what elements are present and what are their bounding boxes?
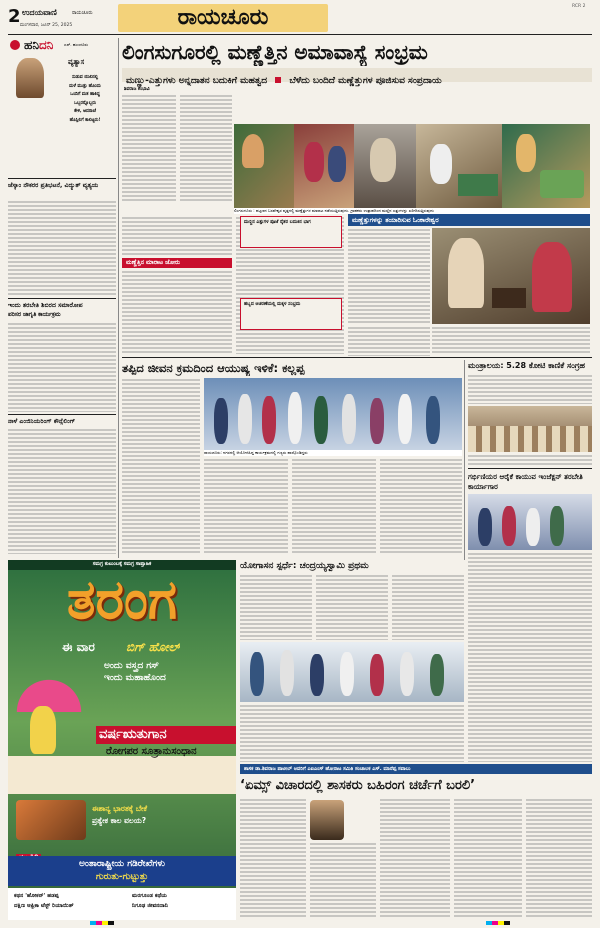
color-bar (486, 921, 510, 925)
masthead-right-blank (330, 8, 566, 30)
hanidani-author: ಎಸ್. ಹುಂಚೂರು (64, 42, 89, 47)
story-camp-sub: ಪರಿಸರ ಜಾಗೃತಿ ಕಾರ್ಯಕ್ರಮ (8, 312, 61, 318)
ad-strip: ಈ ವಾರ (62, 640, 95, 654)
ad-title: ತರಂಗ (66, 568, 178, 631)
life-photo-caption: ರಾಯಚೂರು: ನಗರದಲ್ಲಿ ಆಯೋಜಿಸಿದ್ದ ಕಾರ್ಯಕ್ರಮದಲ್ಲಿ ಗಣ್ಯರು ಪಾಲ್ಗೊಂಡಿದ್ದರು (204, 450, 462, 456)
yoga-headline: ಯೋಗಾಸನ ಸ್ಪರ್ಧೆ: ಚಂದ್ರಯ್ಯಸ್ವಾಮಿ ಪ್ರಥಮ (240, 561, 369, 571)
ad-foot-left-a: ಕಥನ 'ಹೋಕನ್' ಹಡಪ್ಪ (14, 893, 59, 899)
ad-tagline: ಸಮಗ್ರ ಕುಟುಂಬಕ್ಕೆ ಸಮಗ್ರ ಸಾಪ್ತಾಹಿಕ (92, 561, 152, 567)
paper-name: ಉದಯವಾಣಿ (22, 8, 57, 17)
side-story-photo (432, 228, 590, 324)
story-jescom-title: ಜೆಸ್ಕಾಂ ನೌಕರರ ಪ್ರತಿಭಟನೆ, ವಿದ್ಯುತ್ ವ್ಯತ್ಯಯ (8, 182, 99, 189)
mantralaya-headline: ಮಂತ್ರಾಲಯ: 5.28 ಕೋಟಿ ಕಾಣಿಕೆ ಸಂಗ್ರಹ (468, 361, 585, 370)
story-camp-body (8, 322, 116, 412)
bottom-kicker-bar (240, 764, 592, 774)
page-number: 2 (8, 6, 21, 27)
bottom-portrait (310, 800, 344, 840)
lead-photo-caption: ಲಿಂಗಸುಗೂರು : ಪಟ್ಟಣದ ಬಸವೇಶ್ವರ ವೃತ್ತದಲ್ಲಿ ಮಣ್ಣೆತ್ತುಗಳ ಮಾರಾಟ ನಡೆಯುತ್ತಿರುವುದು. ಗ್ರಾಹಕರು ಉತ್ಸಾಹದಿಂದ ಮಣ್ಣಿನ ಎತ್ತುಗಳನ್ನು ಖರೀದಿಸುತ್ತಿರುವುದು (234, 208, 590, 214)
lead-box-title: ಮಣ್ಣೆತ್ತಿನ ಮಾರಾಟ ಜೋರು (126, 259, 181, 266)
story-jescom-body (8, 200, 116, 296)
ad-bottom-a: ಅಂತಾರಾಷ್ಟ್ರೀಯ ಗಡಿರೇಖೆಗಳು (79, 859, 165, 869)
story-counselling-body (8, 428, 116, 554)
training-photo (468, 494, 592, 550)
pull-quote-2: ಹಬ್ಬದ ಆಚರಣೆಯಲ್ಲಿ ಮಕ್ಕಳ ಸಂಭ್ರಮ (240, 298, 342, 330)
lead-photo-row (234, 124, 590, 208)
story-camp-title: ಇಂದು ತರಬೇತಿ ಶಿಬಿರದ ಸಮಾರೋಪ (8, 302, 83, 309)
life-headline: ತಪ್ಪಿದ ಜೀವನ ಕ್ರಮದಿಂದ ಆಯುಷ್ಯ ಇಳಿಕೆ: ಕಲ್ಲಪ್ಪ (122, 361, 305, 375)
girl-figure (30, 706, 56, 754)
poem-body: ಸುಡುವ ಬಿಸಿಲಿನಲ್ಲಿ ಮಳೆ ಮುತ್ತು ಹೊಂದು ಒಂದಿಗೆ ಮತ ಹಾಕಿದ್ದ ಒಬ್ಬರನ್ನೊಬ್ಬರು ಕೇಳಿ, ಅದರಾಚೆ ಹೊಸ್ತಿಲಿಗೆ ಕಾಲಿಟ್ಟರು! (69, 75, 101, 123)
lead-box-bar (122, 258, 232, 268)
section-title: ರಾಯಚೂರು (177, 5, 269, 30)
drop-icon (10, 40, 20, 50)
taranga-ad[interactable] (8, 560, 236, 920)
section-banner (118, 4, 328, 32)
umbrella-icon (14, 672, 84, 712)
yoga-photo (240, 642, 464, 702)
mantralaya-photo (468, 406, 592, 452)
pull-quote-1: ಮಣ್ಣಿನ ಎತ್ತುಗಳ ಪೂಜೆ ರೈತರ ಬದುಕಿನ ಭಾಗ (240, 216, 342, 248)
side-story-title: ಮಣ್ಣೆತ್ತುಗಳನ್ನು ತಯಾರಿಸುವ ಓಂಕಾರೇಶ್ವರ (352, 216, 439, 224)
lead-subhead: ಮಣ್ಣು-ಎತ್ತುಗಳು ಅನ್ನದಾತನ ಬದುಕಿಗೆ ಮಹತ್ವದ ಬೆಳೆದು ಬಂದಿದೆ ಮಣ್ಣೆತ್ತುಗಳ ಪೂಜಿಸುವ ಸಂಪ್ರದಾಯ (122, 68, 592, 82)
story-counselling-title: ನಾಳೆ ಎಂಜಿನಿಯರಿಂಗ್ ಕೌನ್ಸೆಲಿಂಗ್ (8, 418, 76, 425)
bottom-headline: ‘ಏಮ್ಸ್ ವಿಚಾರದಲ್ಲಿ ಶಾಸಕರು ಬಹಿರಂಗ ಚರ್ಚೆಗೆ ಬರಲಿ’ (240, 778, 476, 793)
ad-foot-left-b: ದಕ್ಷಿಣ ಆಫ್ರಿಕಾ ಟೆಸ್ಟ್ ರಿಯಾಯಿತ್ (14, 903, 74, 909)
lead-col2 (180, 94, 232, 202)
side-story-bar (348, 214, 590, 226)
ad-bottom-b: ಗುರುತು-ಗುಟ್ಟುತ್ತು (95, 872, 149, 882)
ad-foot-right-b: ನಿಗೂಢ ಜೀವನದಾನಿ (132, 903, 168, 909)
bottom-kicker: ಶಾಸಕ ಡಾ.ಶಿವರಾಜ ಪಾಟೀಲ್ ಅವರಿಗೆ ಎಐಎಂಸ್ ಹೋರಾಟ ಸಮಿತಿ ಸಂಚಾಲಕ ಎಸ್. ಮಾರೆಪ್ಪ ಸವಾಲು (244, 766, 411, 772)
issue-date: ಮಂಗಳವಾರ, ಜೂನ್ 25, 2025 (20, 23, 73, 28)
ad-sports-b: ಪ್ರತ್ಯೇಕ ಕಾಲ ವಲಯ? (92, 816, 147, 825)
ad-sports-a: ಈಶಾನ್ಯ ಭಾರತಕ್ಕೆ ಬೇಕೆ (92, 804, 148, 813)
lead-headline: ಲಿಂಗಸುಗೂರಲ್ಲಿ ಮಣ್ಣೆತ್ತಿನ ಅಮಾವಾಸ್ಯೆ ಸಂಭ್ರಮ (122, 40, 428, 64)
hanidani-box (8, 38, 116, 176)
lead-byline: ಶಿವರಾಜ ಕೆಂಭಾವಿ (124, 87, 150, 92)
sports-photo (16, 800, 86, 840)
color-bar (90, 921, 114, 925)
corner-code: RCR 2 (572, 4, 586, 9)
life-photo (204, 378, 462, 450)
lead-col1 (122, 94, 176, 202)
bullet-icon (275, 77, 281, 83)
edition-label: ರಾಯಚೂರು (72, 10, 93, 16)
author-photo (16, 58, 44, 98)
ad-line2: ಇಂದು ಮಹಾಹೊಂದ (104, 673, 166, 683)
ad-feature-b: ರೋಗಪರ ಸೂತ್ರಾನುಸಂಧಾನ (106, 746, 197, 757)
hanidani-title: ಹನಿದನಿ (24, 38, 54, 52)
masthead-rule (8, 34, 592, 35)
ad-subtitle: ಬಿಗ್ ಹೋಲ್ (126, 640, 181, 654)
ad-line1: ಅಂದು ವಸ್ತ್ರದ ಗಸ್ (104, 661, 159, 671)
poem-title: ವ್ಯತ್ಯಾಸ (68, 58, 85, 66)
training-headline: ಗರ್ಭಿಣಿಯರ ಆರೈಕೆ ಕಾಯುವ ಇಂಜೆಕ್ಷನ್ ತರಬೇತಿ ಕಾರ್ಯಾಗಾರ (468, 472, 583, 491)
ad-feature-a: ವರ್ಷಋತುಗಾನ (96, 726, 236, 744)
ad-foot-right-a: ಮರಗೂಂಡ ಕಥೆಯ (132, 893, 168, 899)
